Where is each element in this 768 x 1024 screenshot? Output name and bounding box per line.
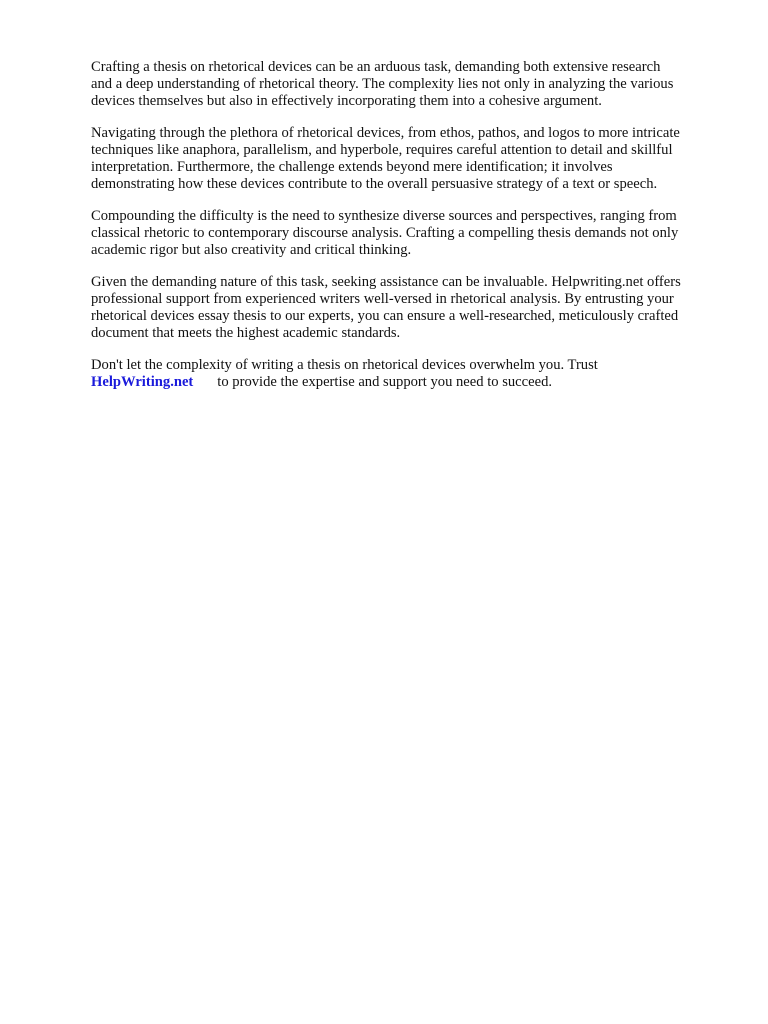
paragraph-line: Navigating through the plethora of rhetorical devices, from ethos, pathos, and logos to more intricate (91, 125, 680, 141)
paragraph-line: academic rigor but also creativity and critical thinking. (91, 242, 412, 258)
paragraph-line: classical rhetoric to contemporary discourse analysis. Crafting a compelling thesis demands not only (91, 225, 679, 241)
closing-line-with-link (91, 374, 731, 391)
paragraph-line: Crafting a thesis on rhetorical devices can be an arduous task, demanding both extensive research (91, 59, 661, 75)
paragraph-3 (91, 208, 731, 259)
paragraph-line: rhetorical devices essay thesis to our experts, you can ensure a well-researched, meticulously crafted (91, 308, 679, 324)
paragraph-line: document that meets the highest academic standards. (91, 325, 401, 341)
helpwriting-link[interactable]: HelpWriting.net (91, 374, 194, 390)
paragraph-line: professional support from experienced writers well-versed in rhetorical analysis. By entrusting your (91, 291, 674, 307)
paragraph-1 (91, 59, 731, 110)
closing-paragraph (91, 357, 731, 391)
closing-line: Don't let the complexity of writing a thesis on rhetorical devices overwhelm you. Trust (91, 357, 598, 373)
paragraph-line: Compounding the difficulty is the need to synthesize diverse sources and perspectives, ranging from (91, 208, 677, 224)
closing-line-rest: to provide the expertise and support you need to succeed. (217, 374, 553, 390)
document-body (91, 59, 731, 406)
paragraph-line: Given the demanding nature of this task, seeking assistance can be invaluable. Helpwriting.net offers (91, 274, 681, 290)
paragraph-4 (91, 274, 731, 342)
paragraph-2 (91, 125, 731, 193)
paragraph-line: demonstrating how these devices contribute to the overall persuasive strategy of a text or speech. (91, 176, 658, 192)
paragraph-line: and a deep understanding of rhetorical theory. The complexity lies not only in analyzing the various (91, 76, 674, 92)
paragraph-line: devices themselves but also in effectively incorporating them into a cohesive argument. (91, 93, 602, 109)
paragraph-line: interpretation. Furthermore, the challenge extends beyond mere identification; it involves (91, 159, 613, 175)
paragraph-line: techniques like anaphora, parallelism, and hyperbole, requires careful attention to detail and skillful (91, 142, 673, 158)
